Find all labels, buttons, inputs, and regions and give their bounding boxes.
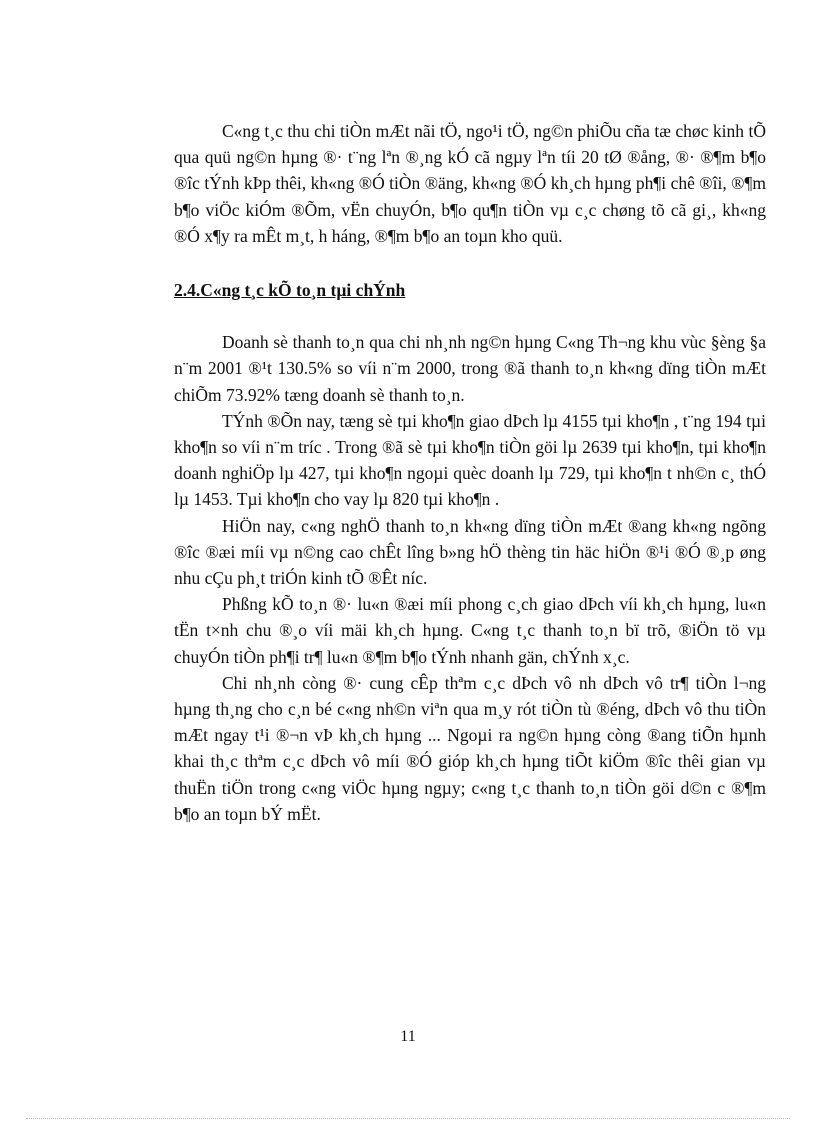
page-number: 11 bbox=[400, 1028, 416, 1045]
paragraph-payment-technology: HiÖn nay, c«ng nghÖ thanh to¸n kh«ng dïng tiÒn mÆt ®ang kh«ng ngõng ®îc ®æi míi vµ n©ng cao chÊt lîng b»ng hÖ thèng tin häc hiÖn ®¹i ®Ó ®¸p øng nhu cÇu ph¸t triÓn kinh tÕ ®Êt níc. bbox=[174, 515, 766, 589]
paragraph-services: Chi nh¸nh còng ®· cung cÊp thªm c¸c dÞch vô nh dÞch vô tr¶ tiÒn l¬ng hµng th¸ng cho c¸n bé c«ng nh©n viªn qua m¸y rót tiÒn tù ®éng, dÞch vô thu tiÒn mÆt ngay t¹i ®¬n vÞ kh¸ch hµng ... Ngoµi ra ng©n hµng còng ®ang tiÕn hµnh khai th¸c thªm c¸c dÞch vô míi ®Ó gióp kh¸ch hµng tiÕt kiÖm ®îc thêi gian vµ thuËn tiÖn trong c«ng viÖc hµng ngµy; c«ng t¸c thanh to¸n tiÒn göi d©n c ®¶m b¶o an toµn bÝ mËt. bbox=[174, 672, 766, 824]
paragraph-cash-operations: C«ng t¸c thu chi tiÒn mÆt nãi tÖ, ngo¹i tÖ, ng©n phiÕu cña tæ chøc kinh tÕ qua quü ng©n hµng ®· t¨ng lªn ®¸ng kÓ cã ngµy lªn tíi 20 tØ ®ång, ®· ®¶m b¶o ®îc tÝnh kÞp thêi, kh«ng ®Ó tiÒn ®äng, kh«ng ®Ó kh¸ch hµng ph¶i chê ®îi, ®¶m b¶o viÖc kiÓm ®Õm, vËn chuyÓn, b¶o qu¶n tiÒn vµ c¸c chøng tõ cã gi¸, kh«ng ®Ó x¶y ra mÊt m¸t, h háng, ®¶m b¶o an toµn kho quü. bbox=[174, 121, 766, 246]
bottom-divider bbox=[26, 1118, 790, 1119]
paragraph-payment-turnover: Doanh sè thanh to¸n qua chi nh¸nh ng©n hµng C«ng Th¬ng khu vùc §èng §a n¨m 2001 ®¹t 130.5% so víi n¨m 2000, trong ®ã thanh to¸n kh«ng dïng tiÒn mÆt chiÕm 73.92% tæng doanh sè thanh to¸n. bbox=[174, 332, 766, 405]
paragraph-accounting-department: Phßng kÕ to¸n ®· lu«n ®æi míi phong c¸ch giao dÞch víi kh¸ch hµng, lu«n tËn t×nh chu ®¸o víi mäi kh¸ch hµng. C«ng t¸c thanh to¸n bï trõ, ®iÖn tö vµ chuyÓn tiÒn ph¶i tr¶ lu«n ®¶m b¶o tÝnh nhanh gän, chÝnh x¸c. bbox=[174, 594, 766, 667]
paragraph-account-count: TÝnh ®Õn nay, tæng sè tµi kho¶n giao dÞch lµ 4155 tµi kho¶n , t¨ng 194 tµi kho¶n so víi n¨m tríc . Trong ®ã sè tµi kho¶n tiÒn göi lµ 2639 tµi kho¶n, tµi kho¶n doanh nghiÖp lµ 427, tµi kho¶n ngoµi quèc doanh lµ 729, tµi kho¶n t nh©n c¸ thÓ lµ 1453. Tµi kho¶n cho vay lµ 820 tµi kho¶n . bbox=[174, 410, 766, 510]
document-body bbox=[174, 118, 766, 827]
section-heading: 2.4.C«ng t¸c kÕ to¸n tµi chÝnh bbox=[174, 280, 406, 301]
